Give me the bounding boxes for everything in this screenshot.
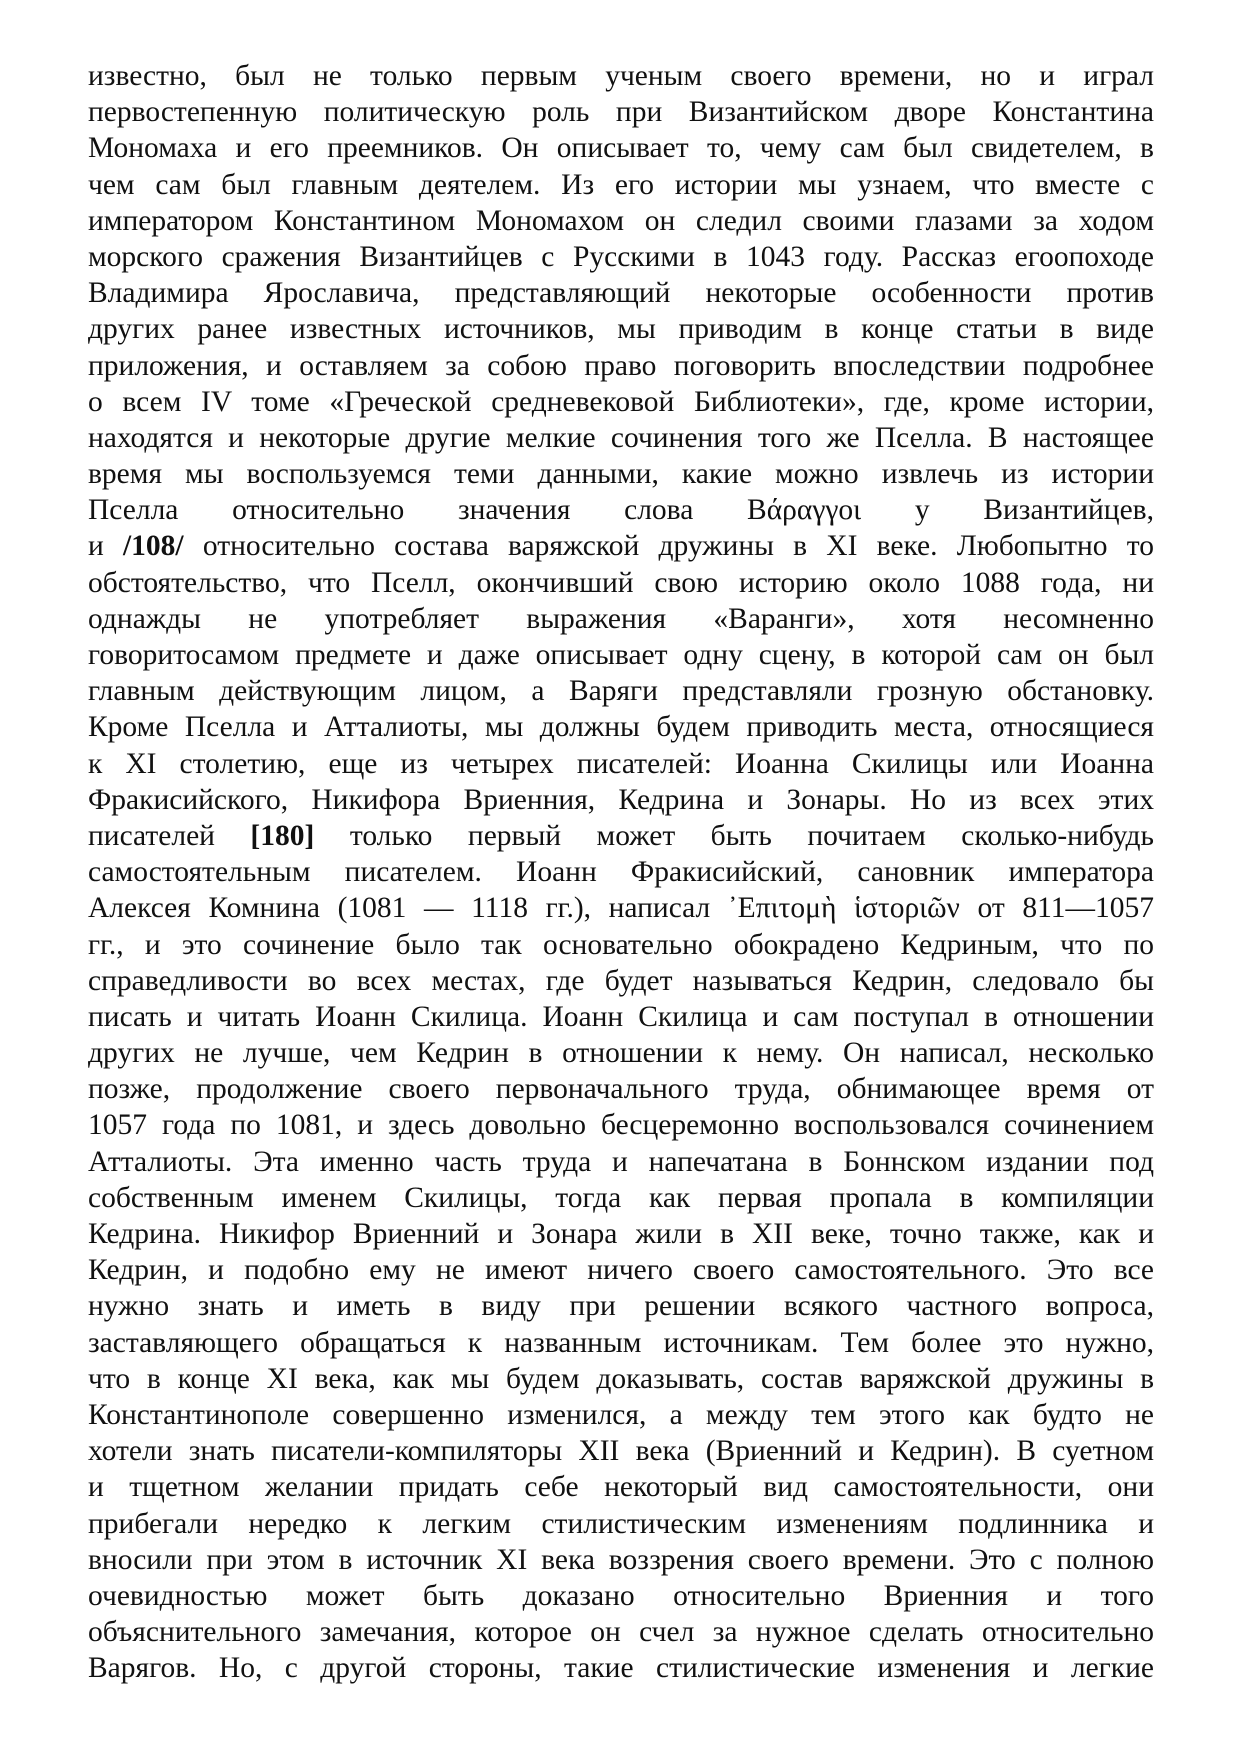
text-line: Кроме Пселла и Атталиоты, мы должны будем приводить места, относящиеся: [88, 711, 1154, 744]
text-line: Пселла относительно значения слова Βάραγγοι у Византийцев,: [88, 494, 1154, 527]
text-line: заставляющего обращаться к названным источникам. Тем более это нужно,: [88, 1326, 1154, 1359]
page-reference-108: /108/: [122, 530, 184, 563]
text-line: 1057 года по 1081, и здесь довольно бесцеремонно воспользовался сочинением: [88, 1109, 1154, 1142]
page-reference-180: [180]: [250, 819, 315, 852]
text-line: [88, 818, 1154, 854]
text-line: и тщетном желании придать себе некоторый вид самостоятельности, они: [88, 1471, 1154, 1504]
line-prefix: и: [88, 530, 123, 563]
text-line: Алексея Комнина (1081 — 1118 гг.), написал ᾽Επιτομὴ ἱστοριῶν от 811—1057: [88, 892, 1154, 925]
text-line: других не лучше, чем Кедрин в отношении к нему. Он написал, несколько: [88, 1037, 1154, 1070]
text-line: очевидностью может быть доказано относительно Вриенния и того: [88, 1579, 1154, 1612]
text-line: Владимира Ярославича, представляющий некоторые особенности против: [88, 277, 1154, 310]
text-line: вносили при этом в источник XI века воззрения своего времени. Это с полною: [88, 1543, 1154, 1576]
text-line: самостоятельным писателем. Иоанн Фракисийский, сановник императора: [88, 856, 1154, 889]
text-line: Кедрин, и подобно ему не имеют ничего своего самостоятельного. Это все: [88, 1254, 1154, 1287]
text-line: что в конце XI века, как мы будем доказывать, состав варяжской дружины в: [88, 1362, 1154, 1395]
text-line: о всем IV томе «Греческой средневековой Библиотеки», где, кроме истории,: [88, 385, 1154, 418]
text-line: Константинополе совершенно изменился, а между тем этого как будто не: [88, 1398, 1154, 1431]
document-page: [88, 58, 1154, 1686]
text-line: первостепенную политическую роль при Византийском дворе Константина: [88, 96, 1154, 129]
text-line: главным действующим лицом, а Варяги представляли грозную обстановку.: [88, 675, 1154, 708]
line-text: только первый может быть почитаем сколько-нибудь: [349, 819, 1154, 852]
text-line: время мы воспользуемся теми данными, какие можно извлечь из истории: [88, 458, 1154, 491]
text-line: справедливости во всех местах, где будет называться Кедрин, следовало бы: [88, 964, 1154, 997]
text-line: прибегали нередко к легким стилистическим изменениям подлинника и: [88, 1507, 1154, 1540]
text-line: писать и читать Иоанн Скилица. Иоанн Скилица и сам поступал в отношении: [88, 1000, 1154, 1033]
text-line: Фракисийского, Никифора Вриенния, Кедрина и Зонары. Но из всех этих: [88, 783, 1154, 816]
text-line: хотели знать писатели-компиляторы XII века (Вриенний и Кедрин). В суетном: [88, 1435, 1154, 1468]
text-line: чем сам был главным деятелем. Из его истории мы узнаем, что вместе с: [88, 168, 1154, 201]
text-line: известно, был не только первым ученым своего времени, но и играл: [88, 60, 1154, 92]
text-line: Варягов. Но, с другой стороны, такие стилистические изменения и легкие: [88, 1652, 1154, 1685]
text-line: однажды не употребляет выражения «Варанги», хотя несомненно: [88, 602, 1154, 635]
text-line: к XI столетию, еще из четырех писателей: Иоанна Скилицы или Иоанна: [88, 747, 1154, 780]
text-line: Кедрина. Никифор Вриенний и Зонара жили в XII веке, точно также, как и: [88, 1218, 1154, 1250]
line-prefix: писателей: [88, 819, 251, 852]
text-line: других ранее известных источников, мы приводим в конце статьи в виде: [88, 313, 1154, 346]
line-text: относительно состава варяжской дружины в XI веке. Любопытно то: [202, 530, 1154, 563]
text-line: императором Константином Мономахом он следил своими глазами за ходом: [88, 204, 1154, 237]
text-line: [88, 528, 1154, 564]
text-line: обстоятельство, что Пселл, окончивший свою историю около 1088 года, ни: [88, 566, 1154, 599]
text-line: собственным именем Скилицы, тогда как первая пропала в компиляции: [88, 1181, 1154, 1214]
text-line: нужно знать и иметь в виду при решении всякого частного вопроса,: [88, 1290, 1154, 1323]
text-line: позже, продолжение своего первоначального труда, обнимающее время от: [88, 1073, 1154, 1106]
text-line: Атталиоты. Эта именно часть труда и напечатана в Боннском издании под: [88, 1145, 1154, 1178]
text-line: морского сражения Византийцев с Русскими в 1043 году. Рассказ егоопоходе: [88, 240, 1154, 273]
text-line: Мономаха и его преемников. Он описывает то, чему сам был свидетелем, в: [88, 132, 1154, 165]
text-line: говоритосамом предмете и даже описывает одну сцену, в которой сам он был: [88, 639, 1154, 671]
text-line: находятся и некоторые другие мелкие сочинения того же Пселла. В настоящее: [88, 421, 1154, 454]
text-line: объяснительного замечания, которое он счел за нужное сделать относительно: [88, 1616, 1154, 1649]
text-line: гг., и это сочинение было так основательно обокрадено Кедриным, что по: [88, 928, 1154, 961]
text-line: приложения, и оставляем за собою право поговорить впоследствии подробнее: [88, 349, 1154, 382]
